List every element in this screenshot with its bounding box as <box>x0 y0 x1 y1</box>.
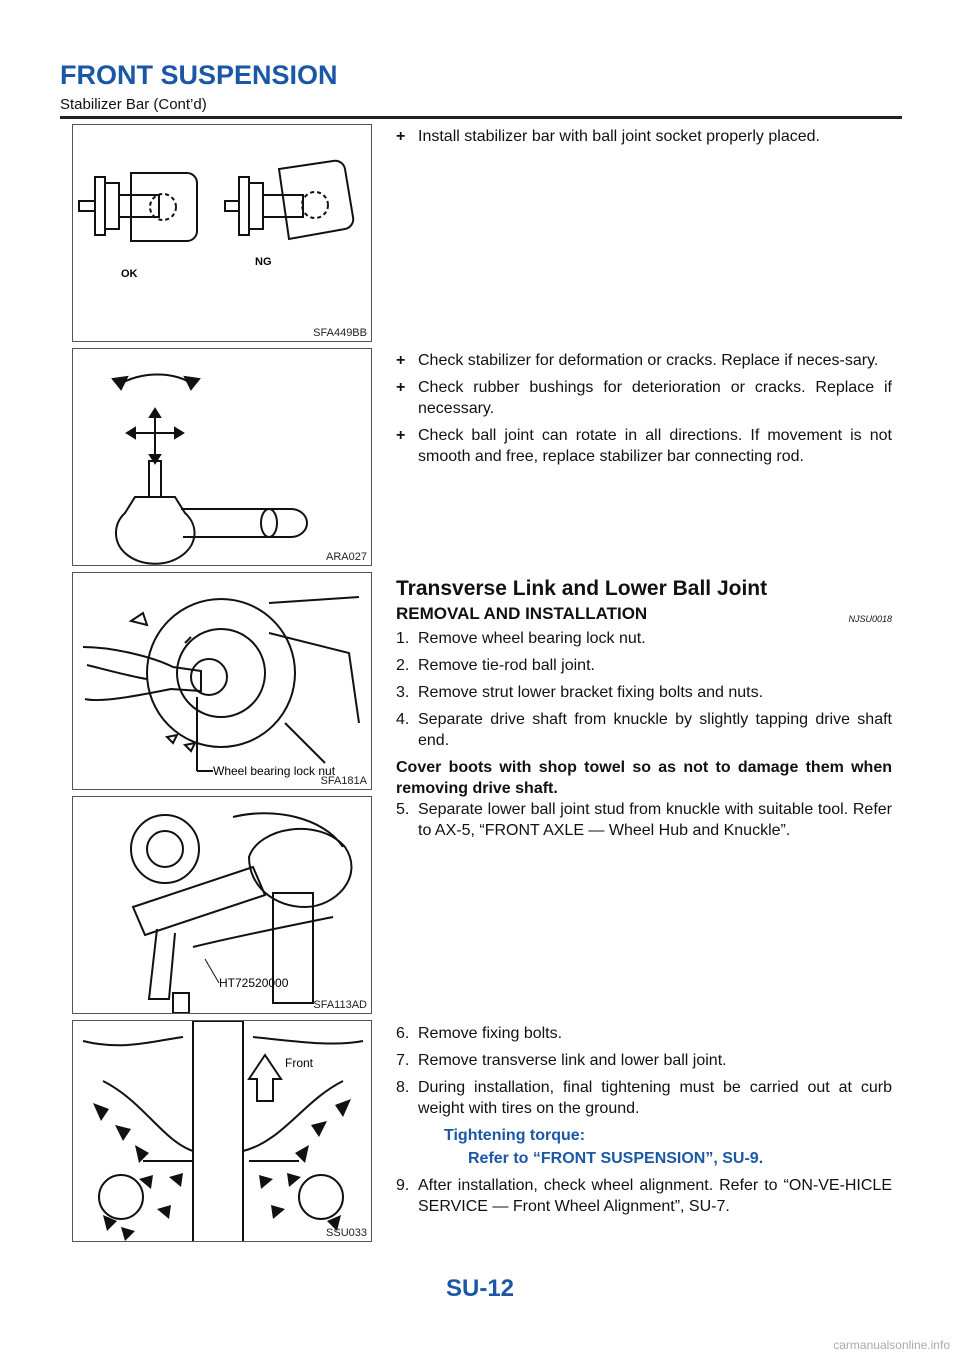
bullet-text: Check stabilizer for deformation or cracks. Replace if neces-sary. <box>418 352 879 369</box>
step-text: Remove wheel bearing lock nut. <box>418 630 646 647</box>
header-rule <box>60 116 902 119</box>
removal-steps <box>396 628 892 799</box>
bullet-marker: + <box>396 128 406 145</box>
step-text: After installation, check wheel alignment. Refer to “ON-VE-HICLE SERVICE — Front Wheel Alignment”, SU-7. <box>418 1177 892 1215</box>
torque-label: Tightening torque: <box>444 1127 586 1144</box>
page-number: SU-12 <box>445 1275 515 1302</box>
figure-id: SFA113AD <box>313 999 367 1011</box>
step-number: 5. <box>396 801 410 818</box>
step-number: 9. <box>396 1177 410 1194</box>
figure-ball-joint-separation <box>72 796 372 1014</box>
step-text: Remove tie-rod ball joint. <box>418 657 595 674</box>
tool-number-callout: HT72520000 <box>219 976 289 990</box>
figure-transverse-link-bolts <box>72 1020 372 1242</box>
step-item <box>396 1050 892 1071</box>
step-number: 3. <box>396 684 410 701</box>
installation-steps <box>396 1023 892 1223</box>
step-number: 2. <box>396 657 410 674</box>
figure-id: SFA181A <box>320 775 367 787</box>
bullet-marker: + <box>396 352 406 369</box>
figure-id: SFA449BB <box>313 327 367 339</box>
socket-illustration-icon <box>73 125 372 342</box>
figure-id: ARA027 <box>326 551 367 563</box>
section-code: NJSU0018 <box>848 614 892 624</box>
subframe-illustration-icon <box>73 1021 372 1242</box>
step-text: During installation, final tightening must be carried out at curb weight with tires on the ground. <box>418 1079 892 1117</box>
ng-label: NG <box>255 256 272 268</box>
step-number: 4. <box>396 711 410 728</box>
step-text: Remove fixing bolts. <box>418 1025 563 1042</box>
step-text: Separate drive shaft from knuckle by slightly tapping drive shaft end. <box>418 711 892 749</box>
step-text: Remove transverse link and lower ball joint. <box>418 1052 727 1069</box>
inspection-instructions <box>396 350 892 473</box>
install-instructions <box>396 126 892 153</box>
step-text: Remove strut lower bracket fixing bolts and nuts. <box>418 684 764 701</box>
section-title: Transverse Link and Lower Ball Joint <box>396 577 768 600</box>
lock-nut-callout: Wheel bearing lock nut <box>213 764 336 778</box>
bullet-text: Install stabilizer bar with ball joint socket properly placed. <box>418 128 820 145</box>
step-item <box>396 655 892 676</box>
ok-label: OK <box>121 268 138 280</box>
figure-ball-joint-socket <box>72 124 372 342</box>
step-item <box>396 1023 892 1044</box>
bullet-item <box>396 350 892 371</box>
bullet-text: Check ball joint can rotate in all directions. If movement is not smooth and free, replace stabilizer bar connecting rod. <box>418 427 892 465</box>
step-number: 8. <box>396 1079 410 1096</box>
step-item <box>396 682 892 703</box>
caution-note: Cover boots with shop towel so as not to damage them when removing drive shaft. <box>396 759 892 797</box>
bullet-item <box>396 425 892 467</box>
hub-illustration-icon <box>73 573 372 790</box>
figure-id: SSU033 <box>326 1227 367 1239</box>
page-subtitle: Stabilizer Bar (Cont’d) <box>60 96 207 113</box>
bullet-item <box>396 377 892 419</box>
bullet-item <box>396 126 892 147</box>
puller-illustration-icon <box>73 797 372 1014</box>
step-number: 6. <box>396 1025 410 1042</box>
figure-lock-nut-removal <box>72 572 372 790</box>
bullet-text: Check rubber bushings for deterioration or cracks. Replace if necessary. <box>418 379 892 417</box>
ball-joint-illustration-icon <box>73 349 372 566</box>
page-title: FRONT SUSPENSION <box>60 60 338 90</box>
step-item <box>396 1077 892 1119</box>
step-number: 7. <box>396 1052 410 1069</box>
step-item <box>396 1175 892 1217</box>
bullet-marker: + <box>396 379 406 396</box>
figure-ball-joint-rotation <box>72 348 372 566</box>
bullet-marker: + <box>396 427 406 444</box>
watermark: carmanualsonline.info <box>833 1338 950 1352</box>
step-number: 1. <box>396 630 410 647</box>
step-text: Separate lower ball joint stud from knuckle with suitable tool. Refer to AX-5, “FRONT AXLE — Wheel Hub and Knuckle”. <box>418 801 892 839</box>
section-subtitle <box>396 604 892 624</box>
front-callout: Front <box>285 1056 314 1070</box>
step-item <box>396 799 892 841</box>
separation-step <box>396 799 892 847</box>
step-item <box>396 628 892 649</box>
torque-value: Refer to “FRONT SUSPENSION”, SU-9. <box>468 1150 764 1167</box>
step-item <box>396 709 892 751</box>
subtitle-text: REMOVAL AND INSTALLATION <box>396 604 648 623</box>
